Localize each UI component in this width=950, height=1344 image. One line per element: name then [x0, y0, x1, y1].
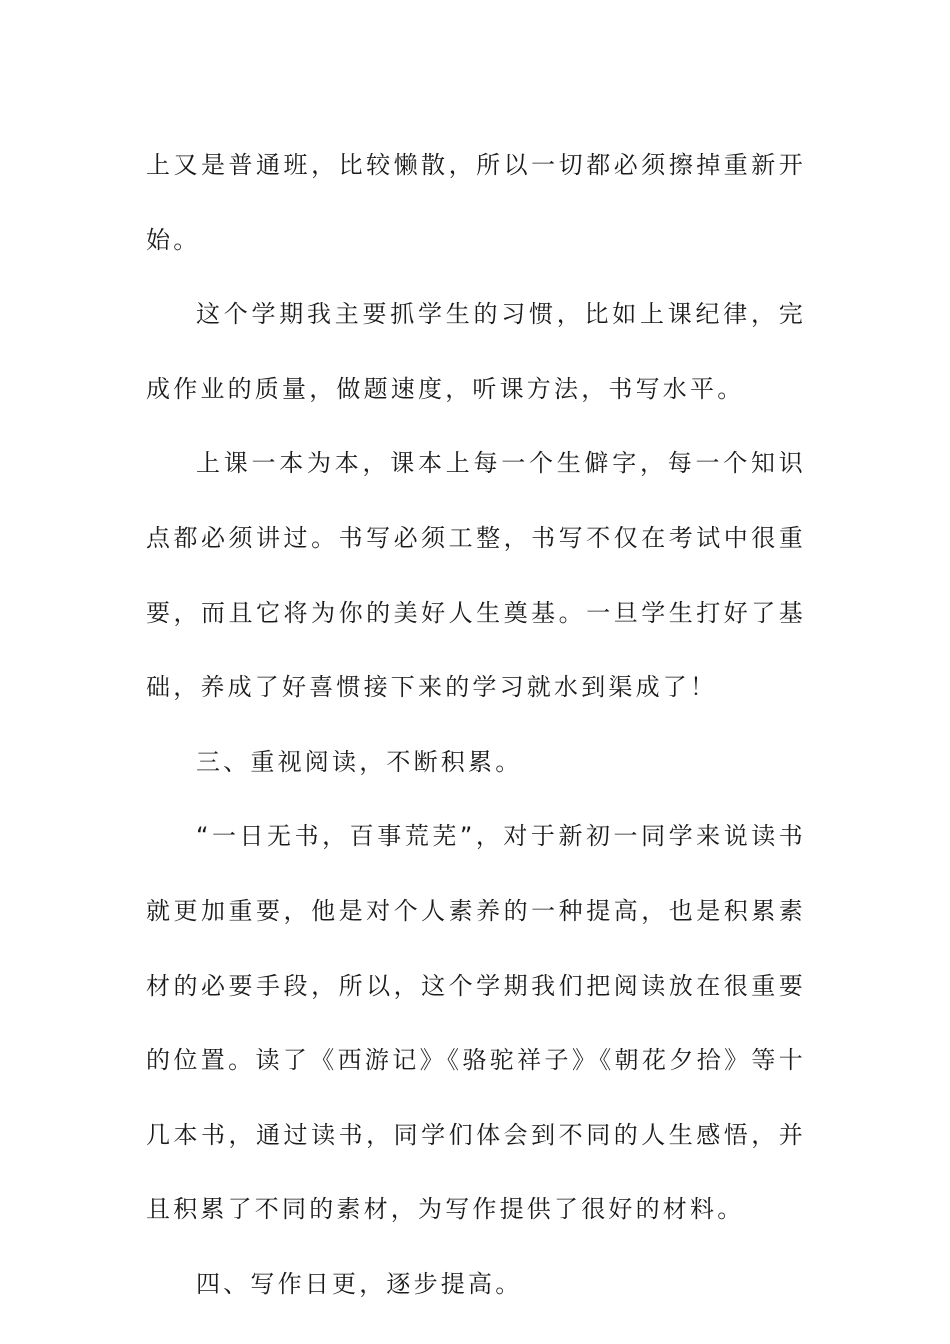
section-heading-reading: 三、重视阅读，不断积累。 — [196, 747, 523, 776]
paragraph-reading: “一日无书，百事荒芜”，对于新初一同学来说读书就更加重要，他是对个人素养的一种提高，也是积累素材的必要手段，所以，这个学期我们把阅读放在很重要的位置。读了《西游记》《骆驼祥子》《朝花夕拾》等十几本书，通过读书，同学们体会到不同的人生感悟，并且积累了不同的素材，为写作提供了很好的材料。 — [146, 822, 806, 1224]
paragraph-habits: 这个学期我主要抓学生的习惯，比如上课纪律，完成作业的质量，做题速度，听课方法，书写水平。 — [146, 300, 806, 403]
document-body — [146, 128, 806, 1322]
paragraph-continuation: 上又是普通班，比较懒散，所以一切都必须擦掉重新开始。 — [146, 151, 806, 254]
paragraph-textbook: 上课一本为本，课本上每一个生僻字，每一个知识点都必须讲过。书写必须工整，书写不仅在考试中很重要，而且它将为你的美好人生奠基。一旦学生打好了基础，养成了好喜惯接下来的学习就水到渠成了！ — [146, 449, 806, 702]
section-heading-writing: 四、写作日更，逐步提高。 — [196, 1269, 523, 1298]
